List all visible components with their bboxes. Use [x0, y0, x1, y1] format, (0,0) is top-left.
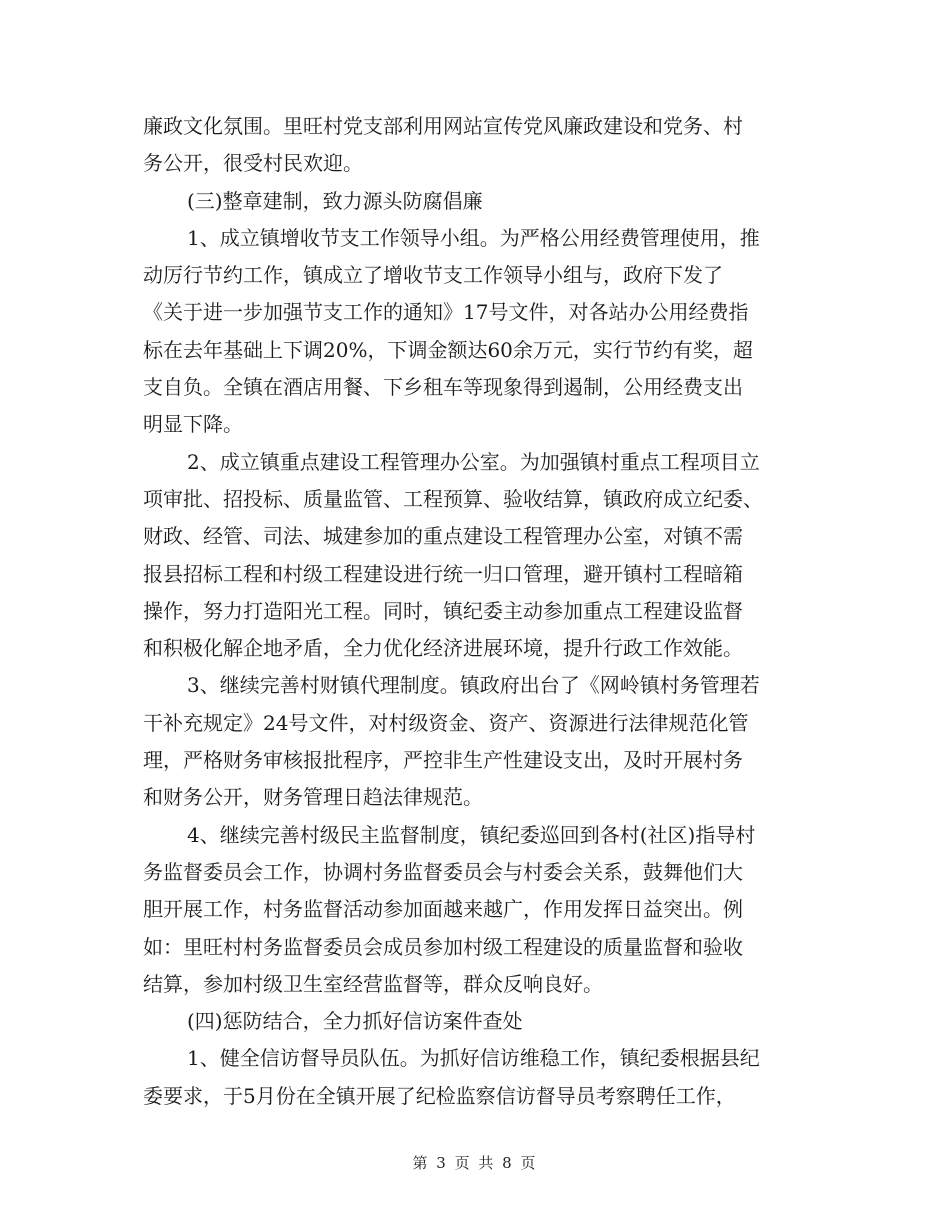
text-line: 务公开，很受村民欢迎。 — [143, 151, 363, 176]
text-line: 标在去年基础上下调20%，下调金额达60余万元，实行节约有奖，超 — [143, 337, 753, 362]
text-line: 项审批、招投标、质量监管、工程预算、验收结算，镇政府成立纪委、 — [143, 486, 763, 511]
text-line: 4、继续完善村级民主监督制度，镇纪委巡回到各村(社区)指导村 — [187, 822, 756, 847]
text-line: 胆开展工作，村务监督活动参加面越来越广，作用发挥日益突出。例 — [143, 897, 743, 922]
text-line: 干补充规定》24号文件，对村级资金、资产、资源进行法律规范化管 — [143, 710, 749, 735]
text-line: (三)整章建制，致力源头防腐倡廉 — [187, 188, 483, 213]
text-line: 结算，参加村级卫生室经营监督等，群众反响良好。 — [143, 971, 603, 996]
text-line: 和财务公开，财务管理日趋法律规范。 — [143, 785, 483, 810]
text-line: 支自负。全镇在酒店用餐、下乡租车等现象得到遏制，公用经费支出 — [143, 375, 743, 400]
text-line: 2、成立镇重点建设工程管理办公室。为加强镇村重点工程项目立 — [187, 449, 760, 474]
text-line: 报县招标工程和村级工程建设进行统一归口管理，避开镇村工程暗箱 — [143, 561, 743, 586]
text-line: 财政、经管、司法、城建参加的重点建设工程管理办公室，对镇不需 — [143, 524, 743, 549]
text-line: 理，严格财务审核报批程序，严控非生产性建设支出，及时开展村务 — [143, 748, 743, 773]
page-number-footer: 第 3 页 共 8 页 — [412, 1154, 538, 1172]
text-line: 委要求，于5月份在全镇开展了纪检监察信访督导员考察聘任工作， — [143, 1083, 736, 1108]
text-line: (四)惩防结合，全力抓好信访案件查处 — [187, 1009, 523, 1034]
text-line: 和积极化解企地矛盾，全力优化经济进展环境，提升行政工作效能。 — [143, 636, 743, 661]
text-line: 1、成立镇增收节支工作领导小组。为严格公用经费管理使用，推 — [187, 225, 760, 250]
text-line: 廉政文化氛围。里旺村党支部利用网站宣传党风廉政建设和党务、村 — [143, 114, 743, 138]
text-line: 明显下降。 — [143, 412, 243, 437]
text-line: 动厉行节约工作，镇成立了增收节支工作领导小组与，政府下发了 — [143, 263, 723, 288]
text-line: 如：里旺村村务监督委员会成员参加村级工程建设的质量监督和验收 — [143, 934, 743, 959]
text-line: 1、健全信访督导员队伍。为抓好信访维稳工作，镇纪委根据县纪 — [187, 1046, 760, 1071]
body-text — [143, 108, 803, 1115]
text-line: 3、继续完善村财镇代理制度。镇政府出台了《网岭镇村务管理若 — [187, 673, 760, 698]
text-line: 《关于进一步加强节支工作的通知》17号文件，对各站办公用经费指 — [143, 300, 749, 325]
text-line: 操作，努力打造阳光工程。同时，镇纪委主动参加重点工程建设监督 — [143, 598, 743, 623]
text-line: 务监督委员会工作，协调村务监督委员会与村委会关系，鼓舞他们大 — [143, 859, 743, 884]
